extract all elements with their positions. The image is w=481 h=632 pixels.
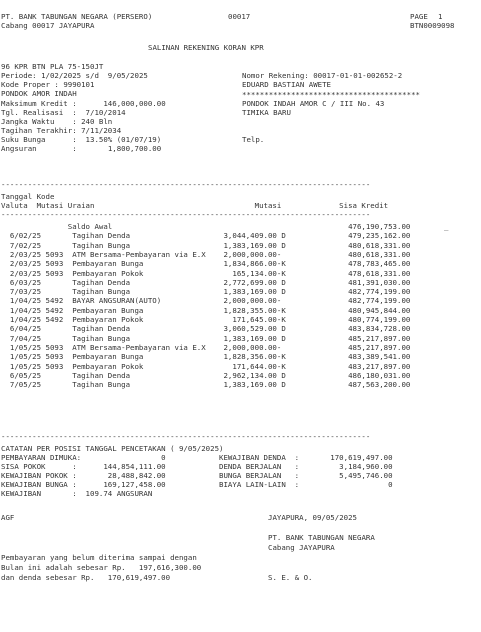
last-bill-label: Tagihan Terakhir bbox=[1, 126, 73, 135]
table-row: 7/02/25 Tagihan Bunga 1,383,169.00 D 480,618,331.00 bbox=[1, 240, 411, 250]
note-line-1: Pembayaran yang belum diterima sampai dengan bbox=[1, 553, 197, 562]
sign-initials: S. E. & O. bbox=[268, 573, 313, 582]
cursor-mark: _ bbox=[444, 222, 449, 231]
table-row: 1/05/25 5093 Pembayaran Bunga 1,828,356.00-K 483,389,541.00 bbox=[1, 352, 411, 362]
installment-value: 1,800,700.00 bbox=[107, 144, 162, 153]
bank-name: PT. BANK TABUNGAN NEGARA (PERSERO) bbox=[1, 12, 153, 21]
max-credit-row: Maksimum Kredit : 146,000,000.00 bbox=[1, 99, 166, 108]
note-line-3: dan denda sebesar Rp. 170,619,497.00 bbox=[1, 573, 171, 582]
realization-label: Tgl. Realisasi bbox=[1, 108, 64, 117]
term-value: 240 Bln bbox=[81, 117, 113, 126]
account-number-value: 00017-01-01-002652-2 bbox=[313, 71, 403, 80]
project-code-value: 9990101 bbox=[63, 80, 95, 89]
table-row: 7/03/25 Tagihan Bunga 1,383,169.00 D 482,774,199.00 bbox=[1, 287, 411, 297]
agf-label: AGF bbox=[1, 513, 15, 522]
branch-code: 00017 bbox=[228, 12, 251, 21]
interest-row: Suku Bunga : 13.50% (01/07/19) bbox=[1, 135, 162, 144]
table-row: 1/05/25 5093 Pembayaran Pokok 171,644.00-K 483,217,897.00 bbox=[1, 361, 411, 371]
table-row: 6/03/25 Tagihan Denda 2,772,699.00 D 481,391,030.00 bbox=[1, 277, 411, 287]
table-row: 6/04/25 Tagihan Denda 3,060,529.00 D 483,834,728.00 bbox=[1, 324, 411, 334]
summary-line: KEWAJIBAN : 109.74 ANGSURAN bbox=[1, 489, 153, 498]
account-number-label: Nomor Rekening bbox=[242, 71, 305, 80]
summary-line: SISA POKOK : 144,854,111.00 DENDA BERJALAN : 3,184,960.00 bbox=[1, 462, 393, 471]
summary-title: CATATAN PER POSISI TANGGAL PENCETAKAN ( 9/05/2025) bbox=[1, 444, 224, 453]
transactions-table bbox=[1, 222, 411, 408]
period-value: 1/02/2025 s/d 9/05/2025 bbox=[41, 71, 148, 80]
table-row: 1/05/25 5093 ATM Bersama-Pembayaran via E.X 2,000,000.00- 485,217,897.00 bbox=[1, 342, 411, 352]
divider-bottom: ----------------------------------------------------------------------------------- bbox=[1, 432, 371, 441]
table-row: 6/02/25 Tagihan Denda 3,044,409.00 D 479,235,162.00 bbox=[1, 231, 411, 241]
summary-line: KEWAJIBAN BUNGA : 169,127,458.00 BIAYA LAIN-LAIN : 0 bbox=[1, 480, 393, 489]
divider-top: ----------------------------------------------------------------------------------- bbox=[1, 180, 371, 189]
interest-label: Suku Bunga bbox=[1, 135, 46, 144]
sign-bank: PT. BANK TABUNGAN NEGARA bbox=[268, 533, 375, 542]
max-credit-value: 146,000,000.00 bbox=[103, 99, 166, 108]
account-number-row: Nomor Rekening: 00017-01-01-002652-2 bbox=[242, 71, 403, 80]
table-row: 1/04/25 5492 Pembayaran Pokok 171,645.00-K 480,774,199.00 bbox=[1, 315, 411, 324]
table-row: 7/04/25 Tagihan Bunga 1,383,169.00 D 485,217,897.00 bbox=[1, 333, 411, 343]
note-line-2: Bulan ini adalah sebesar Rp. 197,616,300.00 bbox=[1, 563, 202, 572]
table-row: Saldo Awal 476,190,753.00 bbox=[1, 222, 411, 231]
summary-line: KEWAJIBAN POKOK : 28,488,842.00 BUNGA BERJALAN : 5,495,746.00 bbox=[1, 471, 393, 480]
term-label: Jangka Waktu bbox=[1, 117, 55, 126]
period-row: Periode: 1/02/2025 s/d 9/05/2025 bbox=[1, 71, 148, 80]
summary-line: PEMBAYARAN DIMUKA: 0 KEWAJIBAN DENDA : 170,619,497.00 bbox=[1, 453, 393, 462]
product-name: 96 KPR BTN PLA 75-150JT bbox=[1, 62, 104, 71]
realization-value: 7/10/2014 bbox=[85, 108, 126, 117]
customer-name: EDUARD BASTIAN AWETE bbox=[242, 80, 331, 89]
phone-label: Telp. bbox=[242, 135, 265, 144]
last-bill-row: Tagihan Terakhir: 7/11/2034 bbox=[1, 126, 122, 135]
table-row: 6/05/25 Tagihan Denda 2,962,134.00 D 486,180,031.00 bbox=[1, 370, 411, 380]
stars-divider: **************************************** bbox=[242, 90, 420, 99]
divider-header: ----------------------------------------------------------------------------------- bbox=[1, 210, 371, 219]
table-row: 2/03/25 5093 Pembayaran Bunga 1,834,866.00-K 478,783,465.00 bbox=[1, 259, 411, 269]
period-label: Periode bbox=[1, 71, 33, 80]
table-row: 7/05/25 Tagihan Bunga 1,383,169.00 D 487,563,200.00 bbox=[1, 380, 411, 390]
table-header-2: Valuta Mutasi Uraian Mutasi Sisa Kredit bbox=[1, 201, 389, 210]
installment-label: Angsuran bbox=[1, 144, 37, 153]
address-line-2: TIMIKA BARU bbox=[242, 108, 291, 117]
table-row: 1/04/25 5492 Pembayaran Bunga 1,828,355.00-K 480,945,844.00 bbox=[1, 305, 411, 315]
project-code-label: Kode Proper bbox=[1, 80, 50, 89]
interest-value: 13.50% (01/07/19) bbox=[85, 135, 162, 144]
installment-row: Angsuran : 1,800,700.00 bbox=[1, 144, 162, 153]
branch-name: Cabang 00017 JAYAPURA bbox=[1, 21, 95, 30]
table-header-1: Tanggal Kode bbox=[1, 192, 55, 201]
table-row: 1/04/25 5492 BAYAR ANGSURAN(AUTO) 2,000,000.00- 482,774,199.00 bbox=[1, 296, 411, 306]
project-code-row: Kode Proper : 9990101 bbox=[1, 80, 95, 89]
address-line-1: PONDOK INDAH AMOR C / III No. 43 bbox=[242, 99, 385, 108]
max-credit-label: Maksimum Kredit bbox=[1, 99, 68, 108]
last-bill-value: 7/11/2034 bbox=[81, 126, 122, 135]
page-number: 1 bbox=[438, 12, 443, 21]
table-row: 2/03/25 5093 ATM Bersama-Pembayaran via E.X 2,000,000.00- 480,618,331.00 bbox=[1, 249, 411, 259]
place-date: JAYAPURA, 09/05/2025 bbox=[268, 513, 357, 522]
realization-row: Tgl. Realisasi : 7/10/2014 bbox=[1, 108, 126, 117]
sign-branch: Cabang JAYAPURA bbox=[268, 543, 335, 552]
report-id: BTN0009098 bbox=[410, 21, 455, 30]
page-label: PAGE bbox=[410, 12, 428, 21]
term-row: Jangka Waktu : 240 Bln bbox=[1, 117, 113, 126]
report-title: SALINAN REKENING KORAN KPR bbox=[148, 43, 264, 52]
project-name: PONDOK AMOR INDAH bbox=[1, 89, 77, 98]
table-row: 2/03/25 5093 Pembayaran Pokok 165,134.00-K 478,618,331.00 bbox=[1, 268, 411, 278]
